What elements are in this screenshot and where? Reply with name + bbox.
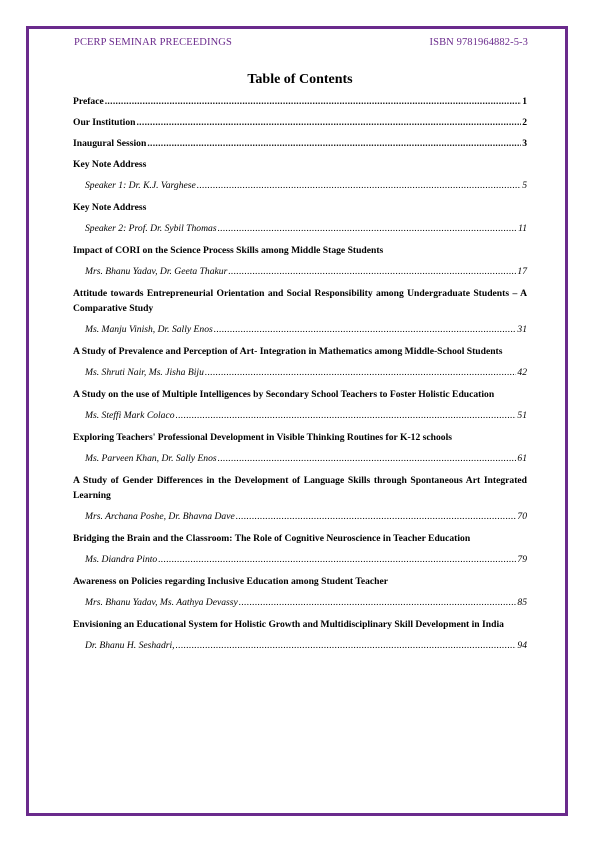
- page-number: 51: [517, 410, 527, 421]
- page-number: 5: [522, 180, 527, 191]
- toc-author-line[interactable]: [73, 509, 527, 524]
- toc-author-line[interactable]: [73, 322, 527, 337]
- author-names: Ms. Diandra Pinto: [85, 554, 158, 565]
- dot-leader: [136, 115, 521, 130]
- toc-author-line[interactable]: [73, 178, 527, 193]
- section-title: Envisioning an Educational System for Holistic Growth and Multidisciplinary Skill Development in India: [73, 619, 504, 630]
- dot-leader: [239, 595, 517, 610]
- dot-leader: [236, 509, 517, 524]
- toc-author-line[interactable]: [73, 638, 527, 653]
- author-names: Ms. Parveen Khan, Dr. Sally Enos: [85, 453, 217, 464]
- toc-author-line[interactable]: [73, 408, 527, 423]
- toc-entry-line[interactable]: [73, 115, 527, 130]
- section-title: Bridging the Brain and the Classroom: The Role of Cognitive Neuroscience in Teacher Education: [73, 533, 471, 544]
- section-title: A Study of Gender Differences in the Development of Language Skills through Spontaneous Art Integrated Learning: [73, 475, 527, 501]
- section-title: A Study on the use of Multiple Intelligences by Secondary School Teachers to Foster Holistic Education: [73, 389, 495, 400]
- toc-entry-label: Our Institution: [73, 117, 136, 128]
- page-number: 79: [517, 554, 527, 565]
- author-names: Mrs. Bhanu Yadav, Ms. Aathya Devassy: [85, 597, 238, 608]
- toc-section: [73, 430, 527, 466]
- section-title: Awareness on Policies regarding Inclusive Education among Student Teacher: [73, 576, 389, 587]
- author-names: Mrs. Bhanu Yadav, Dr. Geeta Thakur: [85, 266, 228, 277]
- toc-author-line[interactable]: [73, 451, 527, 466]
- dot-leader: [205, 365, 517, 380]
- dot-leader: [197, 178, 521, 193]
- toc-entry-line[interactable]: [73, 94, 527, 109]
- toc-section: [73, 473, 527, 524]
- dot-leader: [228, 264, 516, 279]
- dot-leader: [218, 221, 518, 236]
- section-title: A Study of Prevalence and Perception of Art- Integration in Mathematics among Middle-School Students: [73, 346, 503, 357]
- dot-leader: [176, 638, 517, 653]
- toc-section: [73, 387, 527, 423]
- section-title: Attitude towards Entrepreneurial Orientation and Social Responsibility among Undergraduate Students – A Comparative Study: [73, 288, 527, 314]
- author-names: Ms. Manju Vinish, Dr. Sally Enos: [85, 324, 213, 335]
- toc-section: [73, 531, 527, 567]
- toc-section: [73, 157, 527, 193]
- section-title: Impact of CORI on the Science Process Skills among Middle Stage Students: [73, 245, 384, 256]
- toc-section: [73, 344, 527, 380]
- page-number: 17: [517, 266, 527, 277]
- toc-author-line[interactable]: [73, 552, 527, 567]
- toc-title: Table of Contents: [247, 72, 353, 87]
- toc-author-line[interactable]: [73, 221, 527, 236]
- running-header: [74, 37, 528, 48]
- dot-leader: [147, 136, 521, 151]
- author-names: Speaker 1: Dr. K.J. Varghese: [85, 180, 196, 191]
- page-number: 31: [517, 324, 527, 335]
- toc-entry-line[interactable]: [73, 136, 527, 151]
- dot-leader: [176, 408, 517, 423]
- author-names: Mrs. Archana Poshe, Dr. Bhavna Dave: [85, 511, 235, 522]
- dot-leader: [218, 451, 517, 466]
- page-number: 42: [517, 367, 527, 378]
- toc-author-line[interactable]: [73, 595, 527, 610]
- section-title: Exploring Teachers' Professional Development in Visible Thinking Routines for K-12 schools: [73, 432, 452, 443]
- author-names: Ms. Steffi Mark Colaco: [85, 410, 175, 421]
- dot-leader: [105, 94, 521, 109]
- page-number: 85: [517, 597, 527, 608]
- page-number: 3: [522, 138, 527, 149]
- page-number: 70: [517, 511, 527, 522]
- page-number: 61: [517, 453, 527, 464]
- dot-leader: [214, 322, 517, 337]
- section-title: Key Note Address: [73, 159, 147, 170]
- toc-section: [73, 200, 527, 236]
- author-names: Ms. Shruti Nair, Ms. Jisha Biju: [85, 367, 204, 378]
- toc-section: [73, 617, 527, 653]
- author-names: Dr. Bhanu H. Seshadri,: [85, 640, 175, 651]
- header-right: ISBN 9781964882-5-3: [429, 37, 528, 48]
- page-number: 94: [517, 640, 527, 651]
- section-title: Key Note Address: [73, 202, 147, 213]
- toc-author-line[interactable]: [73, 264, 527, 279]
- toc-entry-label: Preface: [73, 96, 104, 107]
- page-number: 11: [518, 223, 527, 234]
- author-names: Speaker 2: Prof. Dr. Sybil Thomas: [85, 223, 217, 234]
- toc-entry-label: Inaugural Session: [73, 138, 147, 149]
- page-number: 1: [522, 96, 527, 107]
- toc-section: [73, 574, 527, 610]
- toc-author-line[interactable]: [73, 365, 527, 380]
- dot-leader: [158, 552, 516, 567]
- toc-section: [73, 286, 527, 337]
- toc: [73, 94, 527, 660]
- toc-section: [73, 243, 527, 279]
- page-number: 2: [522, 117, 527, 128]
- header-left: PCERP SEMINAR PRECEEDINGS: [74, 37, 232, 48]
